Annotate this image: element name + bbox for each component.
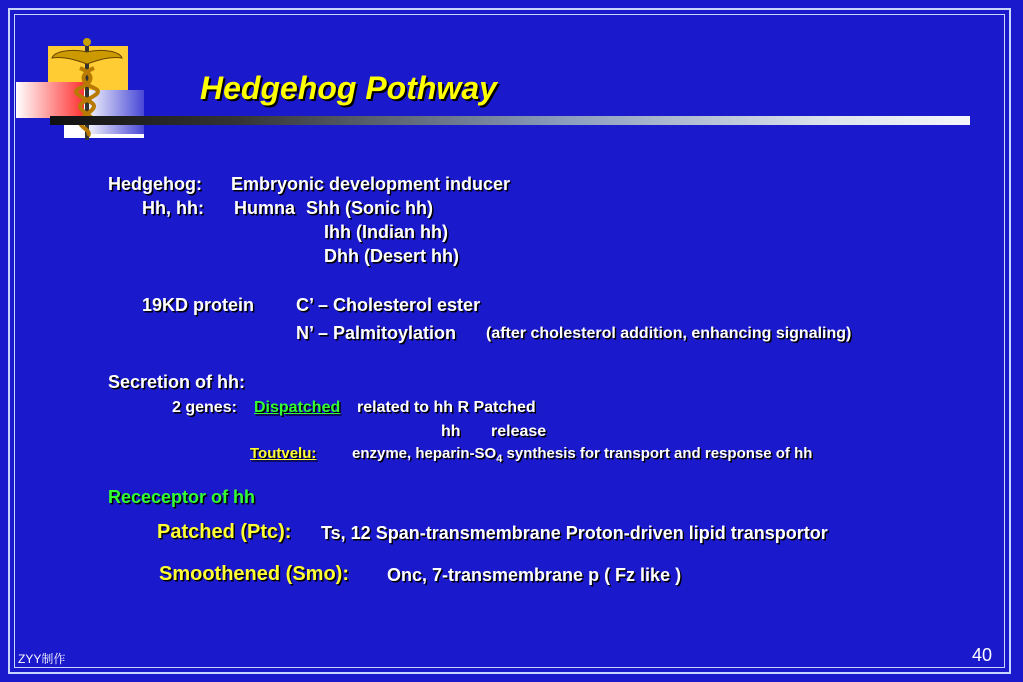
- page-number: 40: [972, 645, 993, 665]
- hedgehog-definition: Embryonic development inducer: [231, 174, 511, 194]
- protein-label: 19KD protein: [142, 295, 255, 315]
- n-terminal-note: (after cholesterol addition, enhancing signaling): [486, 325, 852, 342]
- c-terminal-item: C’ – Cholesterol ester: [296, 295, 481, 315]
- smoothened-label: Smoothened (Smo):: [159, 563, 349, 585]
- toutvelu-description: enzyme, heparin-$SO_4$ synthesis for transport and response of hh: [352, 445, 813, 465]
- caduceus-logo-icon: [14, 38, 149, 142]
- receptor-heading: Receceptor of hh: [108, 487, 256, 507]
- hh-release-label: hh: [441, 423, 461, 440]
- n-terminal-item: N’ – Palmitoylation: [296, 323, 457, 343]
- dispatched-description: related to hh R Patched: [357, 399, 536, 416]
- hh-label: Hh, hh:: [142, 198, 204, 218]
- ihh-item: Ihh (Indian hh): [324, 222, 448, 242]
- dispatched-gene: Dispatched: [254, 399, 341, 416]
- secretion-heading: Secretion of hh:: [108, 372, 246, 392]
- dhh-item: Dhh (Desert hh): [324, 246, 459, 266]
- patched-description: Ts, 12 Span-transmembrane Proton-driven lipid transportor: [321, 523, 828, 543]
- humna-label: Humna: [234, 198, 296, 218]
- title-underline-bar: [50, 116, 970, 125]
- footer-author: ZYY制作: [18, 652, 66, 666]
- slide-title: Hedgehog Pothway: [200, 70, 497, 106]
- genes-label: 2 genes:: [172, 399, 237, 416]
- toutvelu-gene: Toutvelu:: [250, 445, 317, 462]
- smoothened-description: Onc, 7-transmembrane p ( Fz like ): [387, 565, 682, 585]
- release-label: release: [491, 423, 547, 440]
- patched-label: Patched (Ptc):: [157, 521, 292, 543]
- hedgehog-label: Hedgehog:: [108, 174, 202, 194]
- shh-item: Shh (Sonic hh): [306, 198, 433, 218]
